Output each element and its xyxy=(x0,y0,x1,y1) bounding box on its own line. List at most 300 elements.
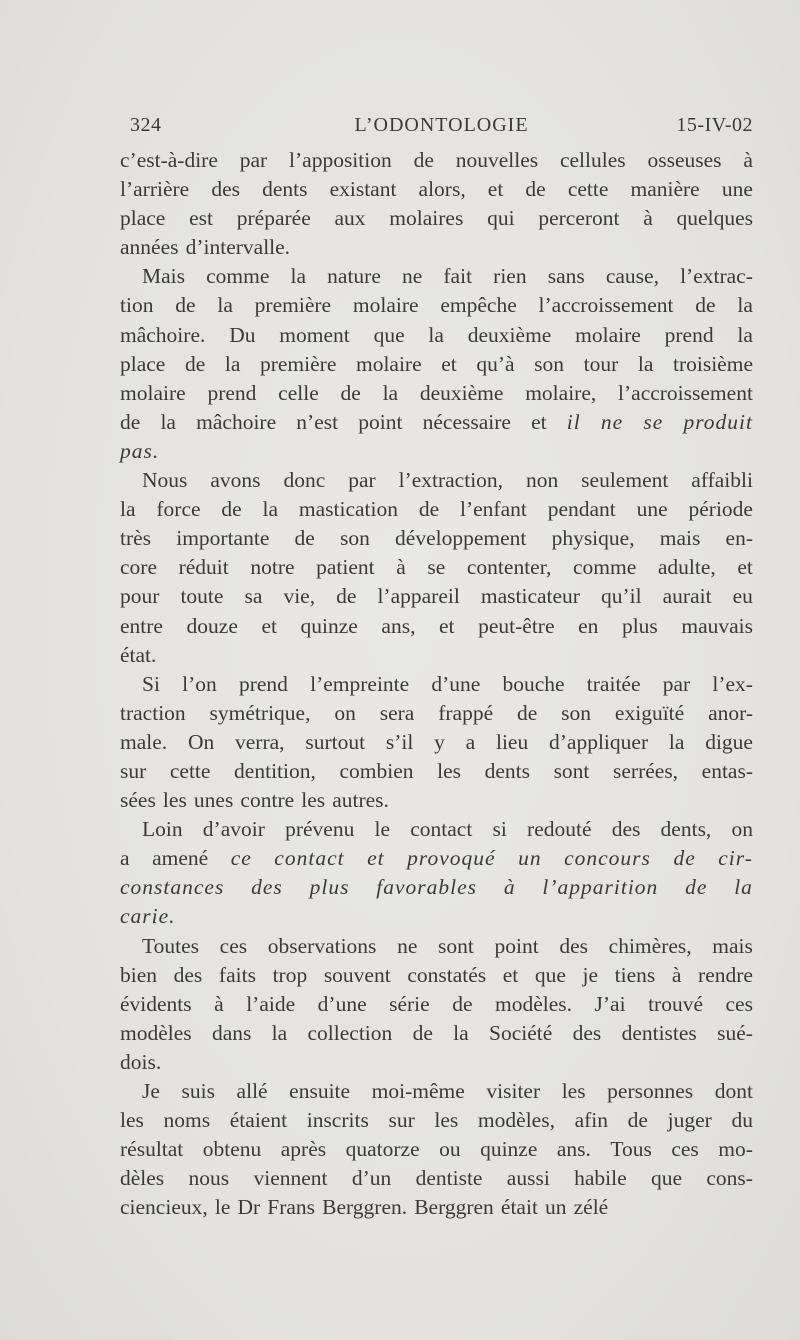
word: constatés xyxy=(407,962,487,987)
text-line xyxy=(120,1077,753,1106)
word: à xyxy=(671,962,682,987)
word: la xyxy=(160,409,176,434)
word: première xyxy=(259,351,337,376)
word: série xyxy=(389,991,430,1016)
word: entas- xyxy=(701,758,753,783)
word: verra, xyxy=(235,729,285,754)
word: de xyxy=(525,177,546,202)
word: l’apposition xyxy=(289,148,392,172)
word: après xyxy=(280,1137,327,1162)
word: amené xyxy=(152,846,209,871)
text-line xyxy=(120,495,753,524)
word: dents xyxy=(262,177,308,202)
word: douze xyxy=(186,613,238,638)
word: traitée xyxy=(586,671,641,696)
word: toute xyxy=(180,584,224,609)
text-line xyxy=(120,786,753,815)
word: l’extraction, xyxy=(398,468,504,493)
word: préparée xyxy=(236,206,311,231)
page-number: 324 xyxy=(130,114,162,136)
word: unes xyxy=(193,788,234,813)
word: de xyxy=(695,293,716,318)
word: l’arrière xyxy=(120,177,190,202)
word: que xyxy=(373,322,405,347)
word: l’aide xyxy=(246,991,296,1016)
text-line xyxy=(120,466,753,495)
word: de xyxy=(221,497,242,522)
word: sont xyxy=(553,758,590,783)
word: deuxième xyxy=(419,380,504,405)
word: existant xyxy=(329,177,397,202)
word: nous xyxy=(188,1166,230,1191)
word: nécessaire xyxy=(422,409,511,434)
word: tion xyxy=(120,293,154,318)
word: la xyxy=(668,729,685,754)
word: aurait xyxy=(662,584,712,609)
word: les xyxy=(162,788,187,813)
word: comme xyxy=(572,555,637,580)
word: ans. xyxy=(556,1137,591,1162)
word: l’appareil xyxy=(377,584,460,609)
word: quelques xyxy=(676,206,753,231)
word: sur xyxy=(120,758,147,783)
word: inscrits xyxy=(306,1108,369,1133)
word: étaient xyxy=(229,1108,288,1133)
word: pour xyxy=(120,584,160,609)
word: Loin xyxy=(142,817,183,842)
word: ces xyxy=(219,933,248,958)
word: l’accroissement xyxy=(538,293,674,318)
italic-word: concours xyxy=(564,846,651,871)
word: sera xyxy=(379,700,415,725)
word: noms xyxy=(163,1108,211,1133)
word: son xyxy=(561,700,592,725)
text-line xyxy=(120,233,753,262)
word: des xyxy=(611,817,641,842)
text-line xyxy=(120,553,753,582)
word: adulte, xyxy=(657,555,716,580)
word: l’enfant xyxy=(460,497,527,522)
word: les xyxy=(561,1079,586,1103)
word: Je xyxy=(142,1079,160,1103)
word: à xyxy=(743,148,753,172)
word: la xyxy=(290,264,307,289)
word: ces xyxy=(671,1137,699,1162)
text-line xyxy=(120,612,753,641)
word: l’accroissement xyxy=(618,380,753,405)
word: je xyxy=(582,962,599,987)
word: empêche xyxy=(440,293,517,318)
text-line xyxy=(120,961,753,990)
word: traction xyxy=(120,700,186,725)
word: que xyxy=(651,1166,683,1191)
text-line xyxy=(120,350,753,379)
word: observations xyxy=(267,933,377,958)
text-line xyxy=(120,757,753,786)
word: était xyxy=(500,1195,538,1220)
italic-word: favorables xyxy=(376,875,478,900)
word: tour xyxy=(583,351,619,376)
word: affaibli xyxy=(691,468,753,493)
text-line xyxy=(120,641,753,670)
word: cette xyxy=(567,177,609,202)
italic-word: contact xyxy=(274,846,345,871)
italic-word: ne xyxy=(600,409,624,434)
italic-word: pas. xyxy=(120,438,160,463)
text-line xyxy=(120,175,753,204)
word: les xyxy=(434,1108,459,1133)
word: molaires xyxy=(389,206,464,231)
word: ne xyxy=(401,264,423,289)
word: l’empreinte xyxy=(310,671,410,696)
word: la xyxy=(382,380,399,405)
word: d’une xyxy=(431,671,481,696)
word: en xyxy=(578,613,599,638)
word: chimères, xyxy=(608,933,692,958)
word: moment xyxy=(279,322,350,347)
word: alors, xyxy=(418,177,466,202)
word: pendant xyxy=(547,497,616,522)
word: eu xyxy=(732,584,753,609)
word: de xyxy=(418,497,440,522)
word: et xyxy=(439,613,455,638)
text-line xyxy=(120,1164,753,1193)
word: on xyxy=(334,700,356,725)
word: les xyxy=(120,1108,144,1133)
text-line xyxy=(120,699,753,728)
word: première xyxy=(254,293,332,318)
text-line xyxy=(120,728,753,757)
word: Toutes xyxy=(142,933,200,958)
word: une xyxy=(636,497,668,522)
word: la xyxy=(737,322,753,347)
word: cons- xyxy=(706,1166,753,1191)
word: années xyxy=(120,235,179,260)
word: par xyxy=(662,671,691,696)
word: fait xyxy=(443,264,473,289)
word: contact xyxy=(410,817,473,842)
word: la xyxy=(637,351,654,376)
word: surtout xyxy=(305,729,366,754)
word: y xyxy=(434,729,445,754)
word: Du xyxy=(229,322,256,347)
word: point xyxy=(358,409,403,434)
word: n’est xyxy=(296,409,339,434)
word: de xyxy=(452,991,473,1016)
word: mais xyxy=(712,933,753,958)
word: Frans xyxy=(267,1195,316,1220)
word: ou xyxy=(439,1137,461,1162)
word: troisième xyxy=(672,351,753,376)
word: réduit xyxy=(178,555,229,580)
text-line xyxy=(120,670,753,699)
word: de xyxy=(413,148,434,172)
word: la xyxy=(737,293,753,318)
word: dents, xyxy=(660,817,712,842)
word: donc xyxy=(283,468,326,493)
word: à xyxy=(643,206,653,231)
word: Berggren xyxy=(414,1195,494,1220)
word: bouche xyxy=(502,671,565,696)
word: par xyxy=(348,468,376,493)
word: de xyxy=(184,351,206,376)
word: anor- xyxy=(708,700,753,725)
word: prend xyxy=(238,671,288,696)
word: dentition, xyxy=(234,758,316,783)
word: zélé xyxy=(573,1195,609,1220)
word: rien xyxy=(493,264,527,289)
word: si xyxy=(492,817,507,842)
text-line xyxy=(120,1106,753,1135)
word: deuxième xyxy=(467,322,552,347)
word: collection xyxy=(307,1020,393,1045)
journal-title: L’ODONTOLOGIE xyxy=(354,114,529,136)
word: modèles xyxy=(120,1020,192,1045)
word: afin xyxy=(574,1108,609,1133)
word: et xyxy=(531,409,547,434)
word: serrées, xyxy=(613,758,679,783)
word: du xyxy=(731,1108,753,1133)
text-line xyxy=(120,990,753,1019)
word: dentiste xyxy=(415,1166,483,1191)
word: souvent xyxy=(323,962,391,987)
word: évidents xyxy=(120,991,192,1016)
word: des xyxy=(211,177,240,202)
word: mais xyxy=(659,526,701,551)
word: la xyxy=(120,497,136,522)
word: est xyxy=(189,206,213,231)
italic-word: plus xyxy=(309,875,350,900)
word: développement xyxy=(395,526,527,551)
word: allé xyxy=(236,1079,268,1103)
word: manière xyxy=(630,177,700,202)
word: la xyxy=(262,497,279,522)
word: ces xyxy=(725,991,753,1016)
word: d’avoir xyxy=(202,817,265,842)
text-line xyxy=(120,146,753,175)
word: dentistes xyxy=(621,1020,697,1045)
word: molaire xyxy=(120,380,186,405)
text-line xyxy=(120,291,753,320)
word: et xyxy=(487,177,504,202)
word: molaire xyxy=(355,351,422,376)
italic-word: constances xyxy=(120,875,225,900)
word: on xyxy=(731,817,753,842)
text-line xyxy=(120,902,753,931)
word: cause, xyxy=(605,264,659,289)
word: Dr xyxy=(237,1195,261,1220)
word: entre xyxy=(120,613,163,638)
word: de xyxy=(336,584,357,609)
word: c’est-à-dire xyxy=(120,148,218,172)
word: sont xyxy=(438,933,474,958)
word: à xyxy=(214,991,224,1016)
text-line xyxy=(120,844,753,873)
word: mâchoire. xyxy=(120,322,206,347)
word: Nous xyxy=(142,468,188,493)
word: importante xyxy=(176,526,270,551)
word: mâchoire xyxy=(196,409,277,434)
word: de xyxy=(627,1108,648,1133)
word: quinze xyxy=(480,1137,538,1162)
text-line xyxy=(120,1048,753,1077)
word: physique, xyxy=(551,526,635,551)
text-line xyxy=(120,932,753,961)
word: force xyxy=(156,497,201,522)
word: Berggren. xyxy=(322,1195,408,1220)
word: Si xyxy=(142,671,160,696)
word: combien xyxy=(339,758,414,783)
italic-word: carie. xyxy=(120,904,176,929)
word: prend xyxy=(664,322,714,347)
word: la xyxy=(428,322,444,347)
word: état. xyxy=(120,642,157,667)
word: exiguïté xyxy=(614,700,685,725)
word: qu’à xyxy=(476,351,515,376)
word: en- xyxy=(725,526,753,551)
word: core xyxy=(120,555,157,580)
italic-word: l’apparition xyxy=(542,875,659,900)
word: de xyxy=(175,293,196,318)
word: période xyxy=(688,497,753,522)
italic-word: cir- xyxy=(718,846,753,871)
word: notre xyxy=(250,555,295,580)
word: son xyxy=(534,351,565,376)
word: molaire, xyxy=(525,380,597,405)
body-text xyxy=(120,146,753,1222)
word: résultat xyxy=(120,1137,184,1162)
word: faits xyxy=(218,962,256,987)
text-line xyxy=(120,262,753,291)
word: qui xyxy=(487,206,515,231)
running-head xyxy=(130,114,753,144)
word: ciencieux, xyxy=(120,1195,208,1220)
word: de xyxy=(412,1020,433,1045)
word: un xyxy=(545,1195,567,1220)
text-line xyxy=(120,1193,753,1222)
italic-word: et xyxy=(367,846,385,871)
word: digue xyxy=(705,729,753,754)
word: On xyxy=(187,729,215,754)
word: qu’il xyxy=(600,584,642,609)
word: rendre xyxy=(698,962,753,987)
word: et xyxy=(441,351,457,376)
word: ans, xyxy=(381,613,416,638)
word: l’on xyxy=(182,671,217,696)
word: la xyxy=(271,1020,288,1045)
word: de xyxy=(294,526,315,551)
word: prend xyxy=(207,380,257,405)
word: bien xyxy=(120,962,158,987)
word: male. xyxy=(120,729,168,754)
word: habile xyxy=(574,1166,627,1191)
word: quinze xyxy=(300,613,358,638)
word: autres. xyxy=(332,788,389,813)
word: sué- xyxy=(717,1020,753,1045)
word: molaire xyxy=(575,322,641,347)
word: obtenu xyxy=(202,1137,262,1162)
word: trouvé xyxy=(648,991,704,1016)
text-line xyxy=(120,524,753,553)
word: place xyxy=(120,206,166,231)
word: prévenu xyxy=(285,817,355,842)
italic-word: un xyxy=(518,846,542,871)
italic-word: ce xyxy=(230,846,252,871)
italic-word: produit xyxy=(683,409,753,434)
word: quatorze xyxy=(345,1137,420,1162)
word: Tous xyxy=(610,1137,652,1162)
issue-date: 15-IV-02 xyxy=(676,114,753,136)
word: trop xyxy=(272,962,308,987)
word: d’appliquer xyxy=(549,729,649,754)
word: dans xyxy=(211,1020,252,1045)
word: s’il xyxy=(385,729,414,754)
word: contenter, xyxy=(466,555,552,580)
word: à xyxy=(396,555,406,580)
word: contre xyxy=(240,788,295,813)
word: redouté xyxy=(527,817,592,842)
italic-word: à xyxy=(503,875,516,900)
word: moi-même xyxy=(371,1079,465,1103)
word: avons xyxy=(210,468,261,493)
word: lieu xyxy=(495,729,529,754)
word: symétrique, xyxy=(209,700,311,725)
word: a xyxy=(465,729,476,754)
word: point xyxy=(494,933,539,958)
text-line xyxy=(120,437,753,466)
word: viennent xyxy=(253,1166,328,1191)
word: tiens xyxy=(614,962,656,987)
text-line xyxy=(120,204,753,233)
word: seulement xyxy=(581,468,669,493)
italic-word: provoqué xyxy=(407,846,496,871)
word: les xyxy=(437,758,461,783)
word: dont xyxy=(714,1079,753,1103)
word: et xyxy=(737,555,753,580)
italic-word: se xyxy=(643,409,664,434)
word: Société xyxy=(489,1020,553,1045)
word: aussi xyxy=(506,1166,550,1191)
word: se xyxy=(427,555,446,580)
text-line xyxy=(120,815,753,844)
word: les xyxy=(301,788,326,813)
word: d’intervalle. xyxy=(185,235,291,260)
word: osseuses xyxy=(647,148,722,172)
word: a xyxy=(120,846,130,871)
word: dèles xyxy=(120,1166,165,1191)
word: suis xyxy=(181,1079,215,1103)
word: cette xyxy=(169,758,211,783)
word: nature xyxy=(327,264,381,289)
text-line xyxy=(120,408,753,437)
word: la xyxy=(224,351,241,376)
italic-word: des xyxy=(251,875,283,900)
word: mo- xyxy=(718,1137,753,1162)
italic-word: de xyxy=(685,875,708,900)
word: place xyxy=(120,351,166,376)
word: sans xyxy=(547,264,585,289)
text-line xyxy=(120,379,753,408)
word: masticateur xyxy=(480,584,580,609)
word: de xyxy=(517,700,538,725)
word: l’extrac- xyxy=(680,264,753,289)
word: modèles, xyxy=(477,1108,555,1133)
word: la xyxy=(453,1020,469,1045)
word: l’ex- xyxy=(712,671,753,696)
word: comme xyxy=(206,264,270,289)
word: ensuite xyxy=(289,1079,351,1103)
word: nouvelles xyxy=(455,148,539,172)
